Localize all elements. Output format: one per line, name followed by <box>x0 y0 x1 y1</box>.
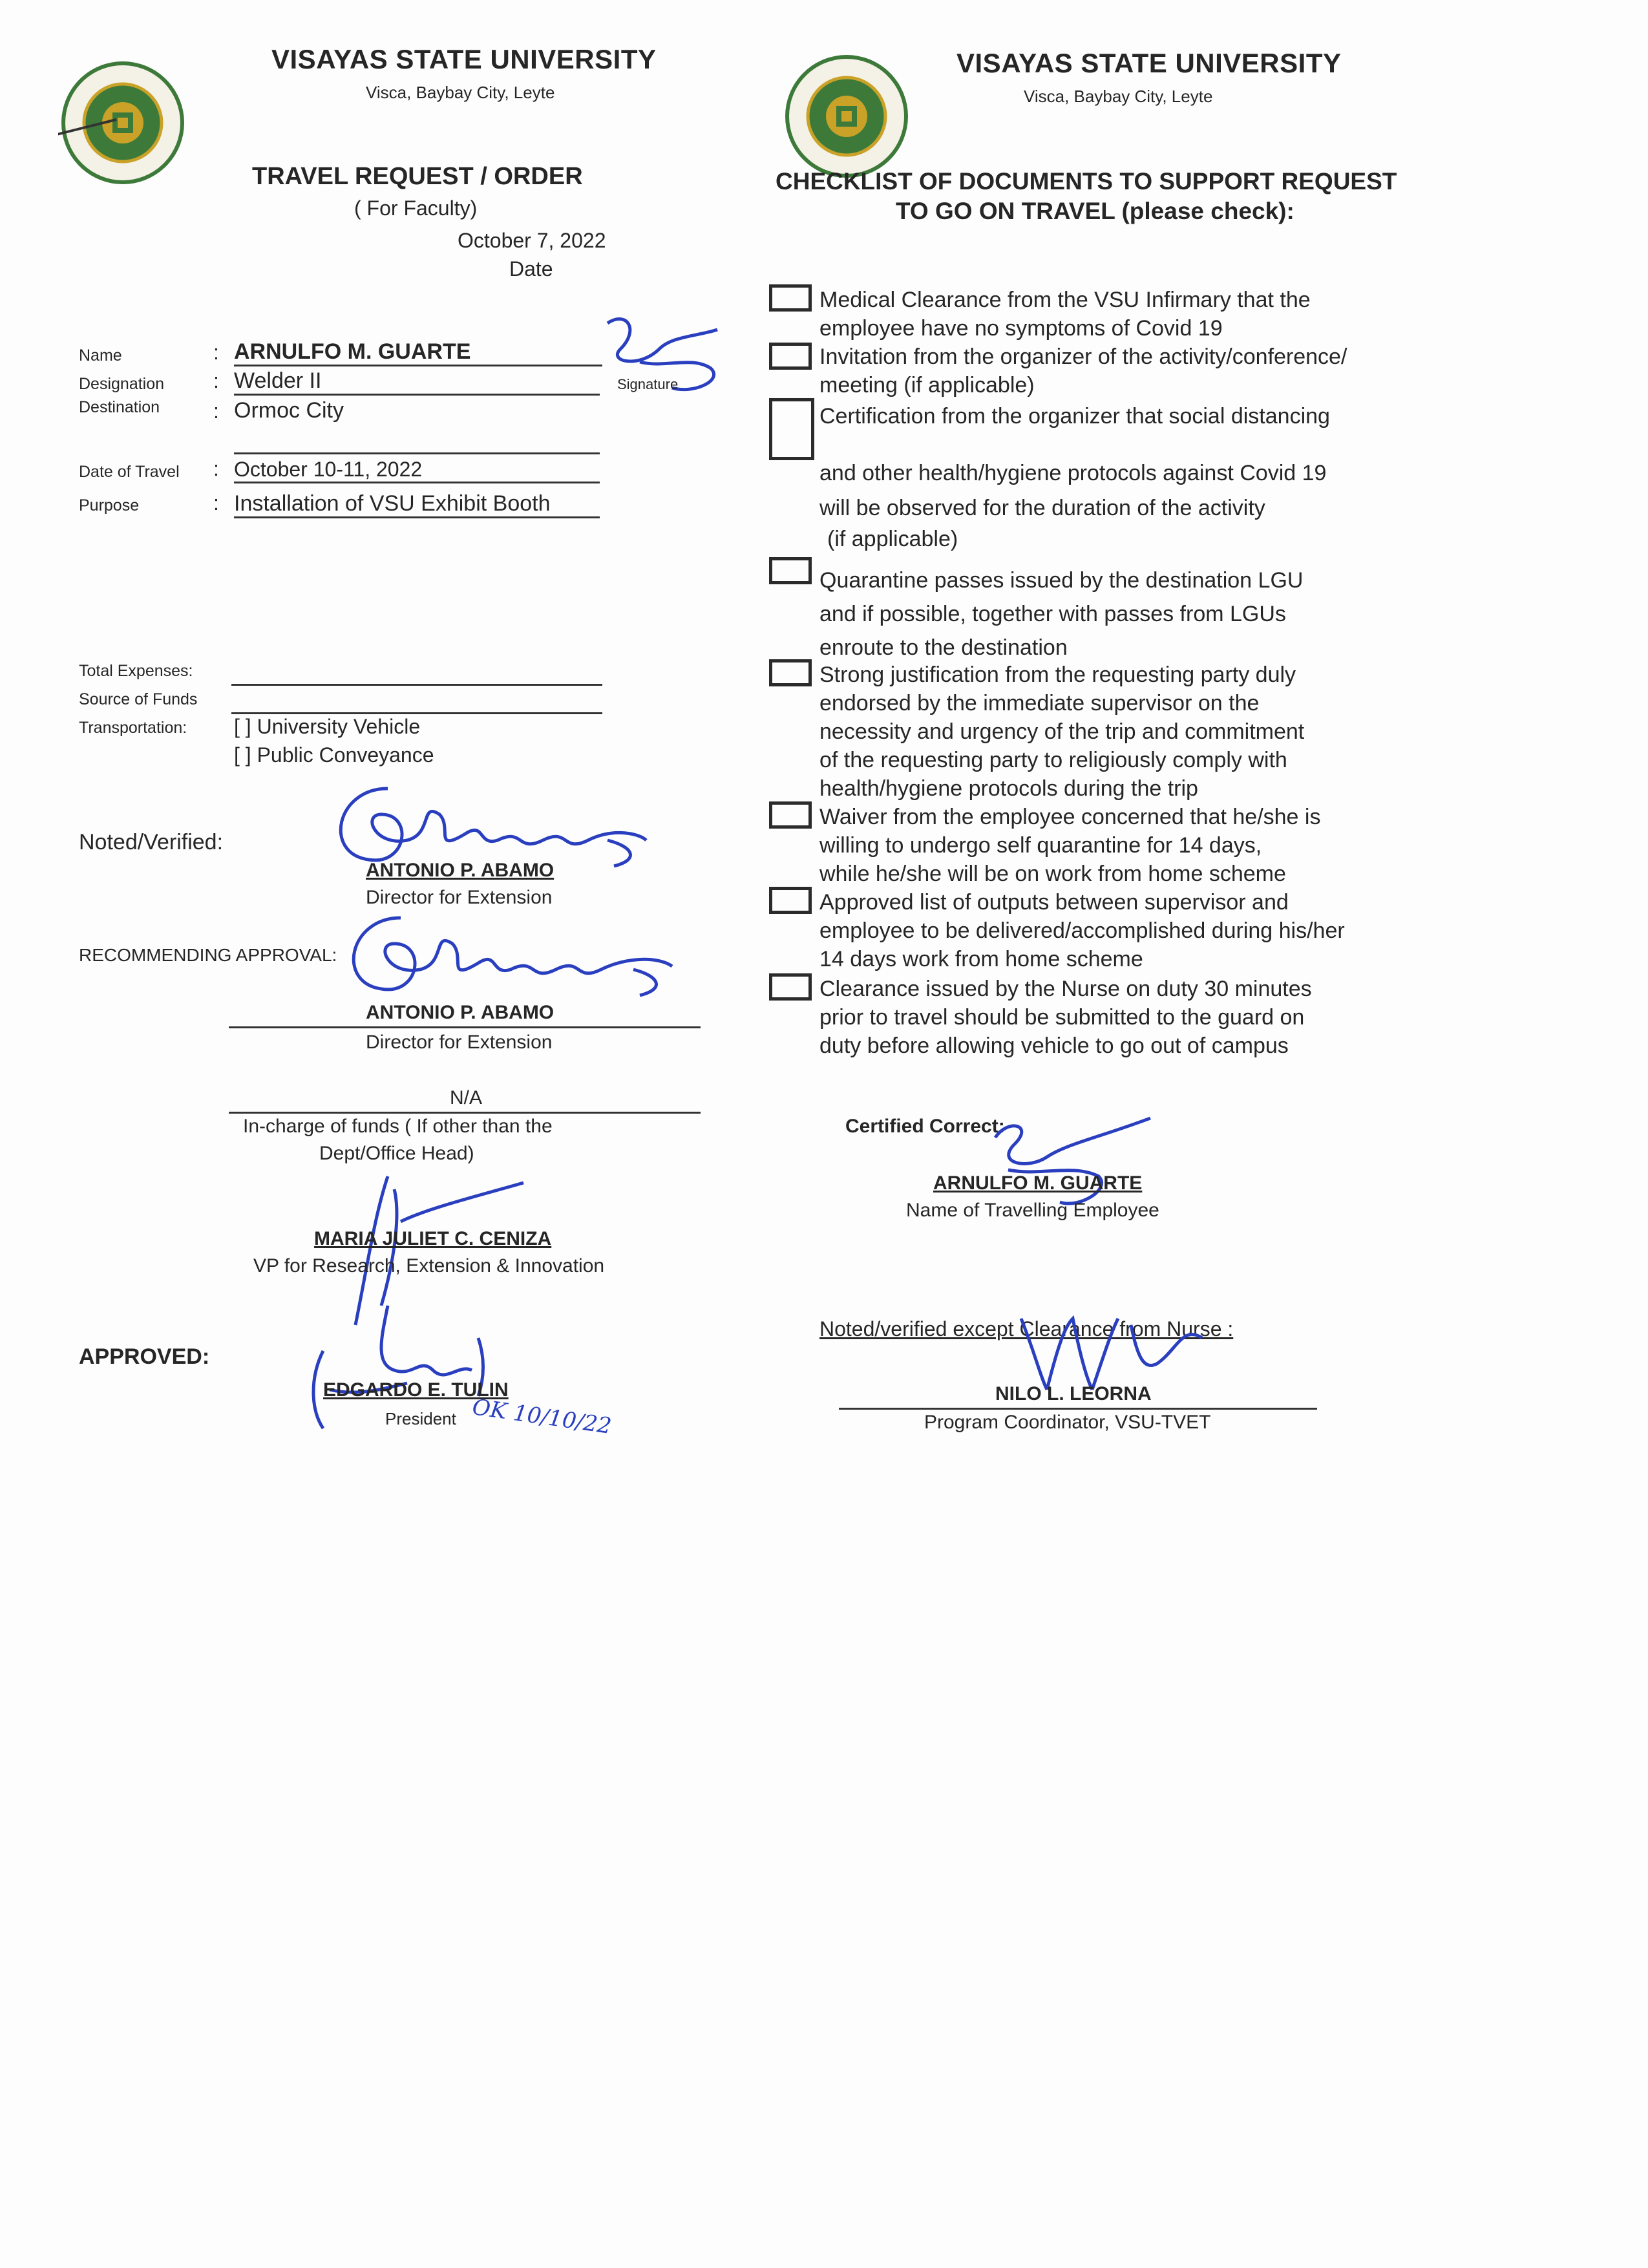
vp-title: VP for Research, Extension & Innovation <box>253 1255 605 1277</box>
university-seal-left <box>58 58 187 187</box>
university-address-left: Visca, Baybay City, Leyte <box>366 83 555 102</box>
destination-line-2 <box>234 452 600 454</box>
president-handwritten-date: OK 10/10/22 <box>470 1394 613 1439</box>
coordinator-title: Program Coordinator, VSU-TVET <box>924 1412 1211 1433</box>
certified-title: Name of Travelling Employee <box>906 1200 1159 1221</box>
noted-title: Director for Extension <box>366 887 553 908</box>
transportation-label: Transportation: <box>79 719 187 737</box>
date-of-travel-label: Date of Travel <box>79 463 180 481</box>
purpose-value[interactable]: Installation of VSU Exhibit Booth <box>234 491 600 518</box>
certified-correct-label: Certified Correct: <box>845 1116 1005 1137</box>
checkbox-justification[interactable] <box>769 659 812 686</box>
destination-label: Destination <box>79 398 160 416</box>
noted-except-label: Noted/verified except Clearance from Nurse : <box>819 1317 1234 1341</box>
destination-value[interactable]: Ormoc City <box>234 398 344 423</box>
source-of-funds-field[interactable] <box>231 712 602 714</box>
approved-label: APPROVED: <box>79 1344 210 1369</box>
university-name-right: VISAYAS STATE UNIVERSITY <box>956 48 1342 78</box>
checklist-item-medical-clearance: Medical Clearance from the VSU Infirmary that the employee have no symptoms of Covid 19 <box>819 288 1311 341</box>
funds-title-line-2: Dept/Office Head) <box>319 1143 474 1164</box>
university-seal-right <box>782 52 911 181</box>
vp-name: MARIA JULIET C. CENIZA <box>314 1228 552 1249</box>
noted-name: ANTONIO P. ABAMO <box>366 860 555 881</box>
form-subtitle: ( For Faculty) <box>354 196 478 220</box>
university-name-left: VISAYAS STATE UNIVERSITY <box>271 44 657 74</box>
date-of-travel-value[interactable]: October 10-11, 2022 <box>234 458 600 483</box>
transport-university-vehicle[interactable]: [ ] University Vehicle <box>234 715 421 738</box>
checklist-item-certification: Certification from the organizer that social distancing <box>819 404 1330 429</box>
checklist-item-waiver: Waiver from the employee concerned that he/she is willing to undergo self quarantine for 14 days, while he/she will be on work from home scheme <box>819 805 1321 886</box>
leorna-signature <box>1008 1299 1215 1396</box>
total-expenses-label: Total Expenses: <box>79 662 193 680</box>
name-label: Name <box>79 346 122 365</box>
checkbox-medical-clearance[interactable] <box>769 284 812 312</box>
abamo-signature-1 <box>310 776 659 905</box>
checkbox-quarantine-passes[interactable] <box>769 557 812 584</box>
checklist-item-certification-continued: and other health/hygiene protocols against Covid 19 will be observed for the duration of the activity (if applicable) <box>819 461 1327 551</box>
checklist-title-line-1: CHECKLIST OF DOCUMENTS TO SUPPORT REQUEST <box>776 168 1397 195</box>
checklist-item-quarantine-passes: Quarantine passes issued by the destination LGU and if possible, together with passes from LGUs enroute to the destination <box>819 568 1304 660</box>
form-date-value: October 7, 2022 <box>458 229 606 252</box>
designation-value[interactable]: Welder II <box>234 368 600 396</box>
form-date-label: Date <box>509 257 553 281</box>
total-expenses-field[interactable] <box>231 684 602 686</box>
checkbox-approved-outputs[interactable] <box>769 887 812 914</box>
checklist-item-invitation: Invitation from the organizer of the activity/conference/ meeting (if applicable) <box>819 344 1347 397</box>
checklist-item-approved-outputs: Approved list of outputs between supervisor and employee to be delivered/accomplished during his/her 14 days work from home scheme <box>819 890 1345 971</box>
checkbox-invitation[interactable] <box>769 343 812 370</box>
checkbox-waiver[interactable] <box>769 801 812 829</box>
signature-label: Signature <box>617 376 679 392</box>
name-value[interactable]: ARNULFO M. GUARTE <box>234 339 602 366</box>
noted-verified-label: Noted/Verified: <box>79 830 224 854</box>
source-of-funds-label: Source of Funds <box>79 690 198 708</box>
recommending-title: Director for Extension <box>366 1032 553 1053</box>
certified-name: ARNULFO M. GUARTE <box>933 1172 1143 1194</box>
checklist-item-nurse-clearance: Clearance issued by the Nurse on duty 30 minutes prior to travel should be submitted to the guard on duty before allowing vehicle to go out of campus <box>819 977 1312 1058</box>
form-title: TRAVEL REQUEST / ORDER <box>252 163 583 190</box>
recommending-name: ANTONIO P. ABAMO <box>366 1002 555 1023</box>
university-address-right: Visca, Baybay City, Leyte <box>1024 87 1213 106</box>
checkbox-certification[interactable] <box>769 398 814 460</box>
designation-label: Designation <box>79 375 165 393</box>
purpose-label: Purpose <box>79 496 140 514</box>
checkbox-nurse-clearance[interactable] <box>769 973 812 1001</box>
president-name: EDGARDO E. TULIN <box>323 1379 509 1401</box>
funds-title-line-1: In-charge of funds ( If other than the <box>243 1116 553 1137</box>
transport-public-conveyance[interactable]: [ ] Public Conveyance <box>234 743 434 767</box>
checklist-title-line-2: TO GO ON TRAVEL (please check): <box>896 198 1294 224</box>
president-title: President <box>385 1409 456 1428</box>
funds-value: N/A <box>450 1087 483 1108</box>
recommending-approval-label: RECOMMENDING APPROVAL: <box>79 945 337 965</box>
coordinator-name: NILO L. LEORNA <box>995 1383 1152 1404</box>
checklist-item-justification: Strong justification from the requesting party duly endorsed by the immediate supervisor on the necessity and urgency of the trip and commitment of the requesting party to religiously comply with health/hygiene protocols during the trip <box>819 662 1305 801</box>
